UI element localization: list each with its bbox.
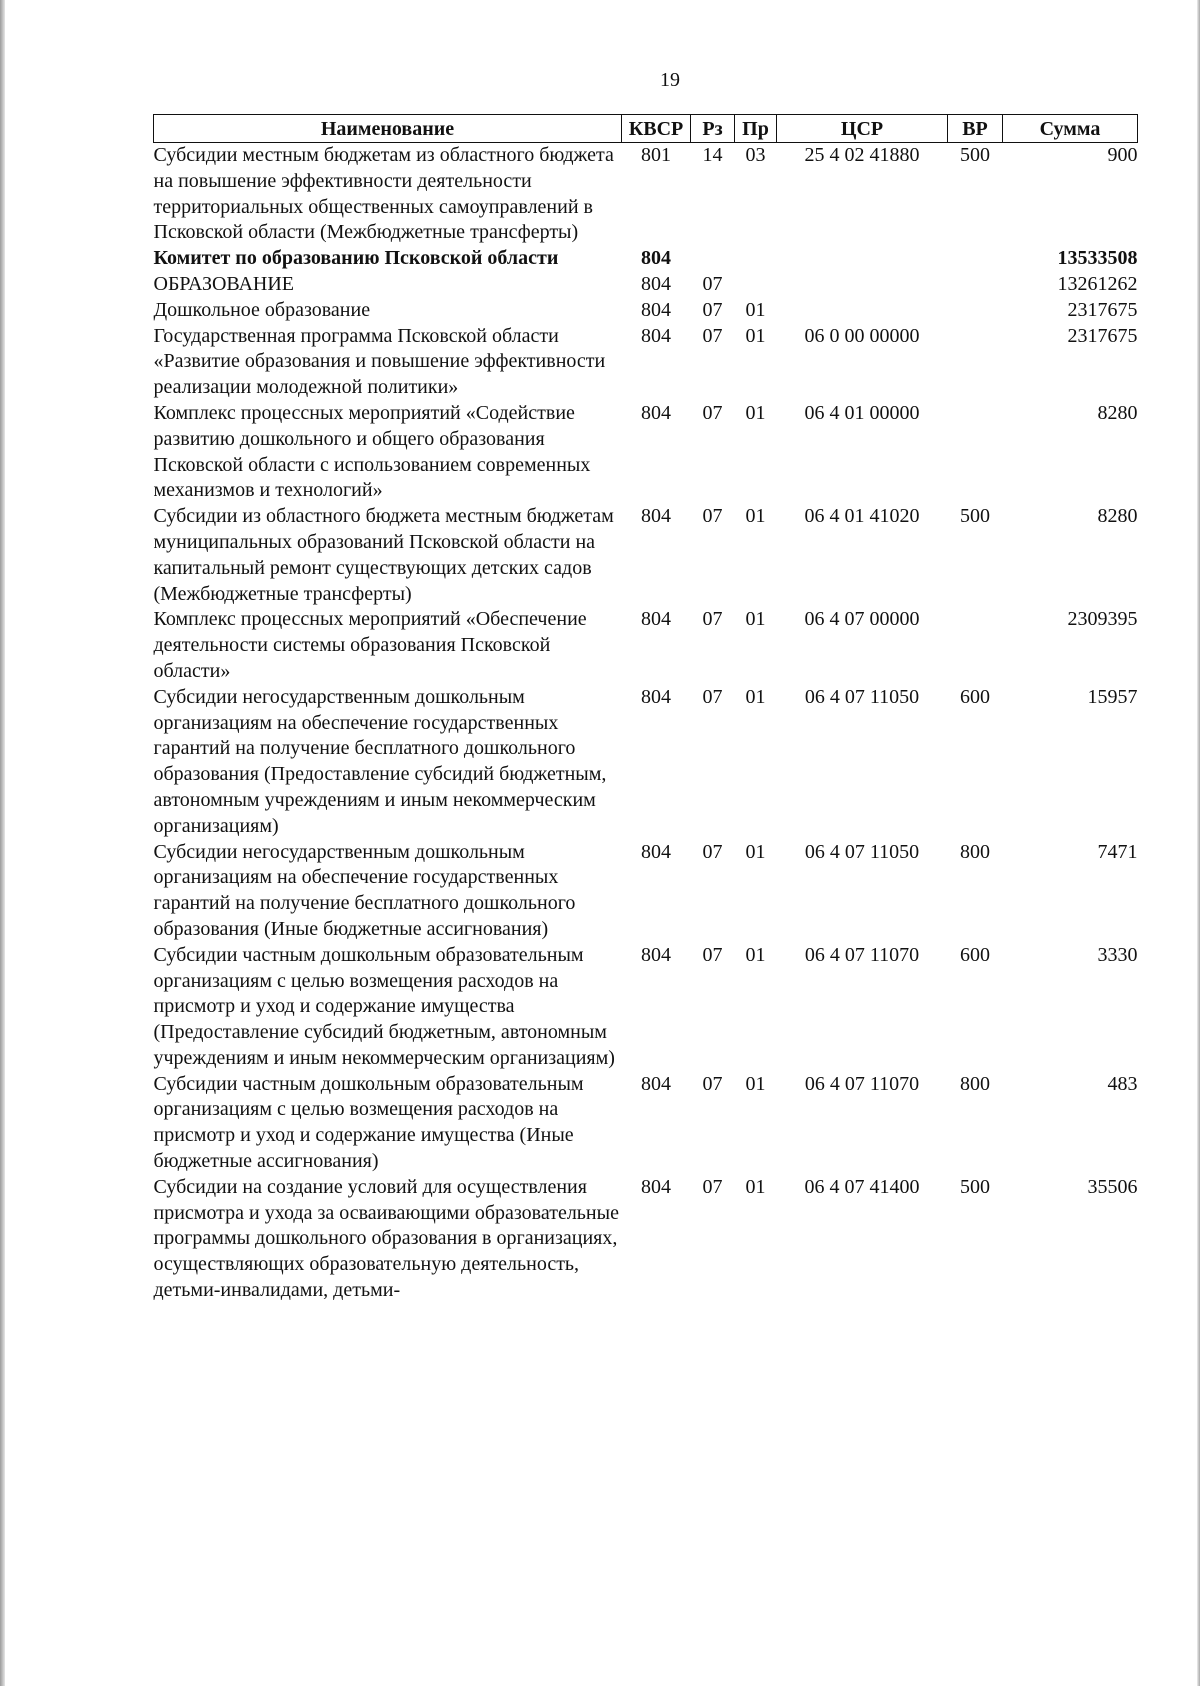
cell-vr (948, 401, 1003, 504)
cell-kvsr: 804 (641, 685, 671, 708)
table-row (154, 246, 1138, 272)
cell-kvsr: 804 (641, 1175, 671, 1198)
cell-kvsr: 801 (641, 144, 671, 166)
header-name: Наименование (154, 115, 622, 143)
table-row (154, 272, 1138, 298)
cell-pr: 01 (745, 685, 766, 708)
cell-name: Комплекс процессных мероприятий «Обеспечение деятельности системы образования Псковской области» (153, 608, 587, 682)
cell-pr (735, 246, 777, 272)
cell-kvsr: 804 (641, 401, 671, 424)
cell-name: Субсидии местным бюджетам из областного бюджета на повышение эффективности деятельности территориальных общественных самоуправлений в Псковской области (Межбюджетные трансферты) (153, 144, 614, 244)
cell-pr: 01 (745, 1072, 766, 1095)
cell-pr (735, 272, 777, 298)
table-row (154, 143, 1138, 247)
cell-sum: 8280 (1097, 401, 1138, 424)
table-body (154, 143, 1138, 1304)
cell-sum: 483 (1107, 1072, 1138, 1095)
cell-sum: 7471 (1097, 840, 1138, 863)
cell-name: Субсидии негосударственным дошкольным организациям на обеспечение государственных гарантий на получение бесплатного дошкольного образования (Предоставление субсидий бюджетным, автономным учреждениям и иным некоммерческим организациям) (153, 685, 607, 837)
cell-csr: 06 0 00 00000 (804, 324, 920, 347)
budget-table (153, 114, 1138, 1304)
cell-name: Субсидии частным дошкольным образовательным организациям с целью возмещения расходов на присмотр и уход и содержание имущества (Предоставление субсидий бюджетным, автономным учреждениям и иным некоммерческим организациям) (153, 943, 615, 1069)
cell-pr: 01 (745, 1175, 766, 1198)
table-row (154, 1072, 1138, 1175)
header-csr: ЦСР (777, 115, 948, 143)
cell-sum: 2309395 (1067, 608, 1138, 631)
cell-rz: 07 (702, 685, 723, 708)
cell-vr (948, 246, 1003, 272)
cell-name: Субсидии на создание условий для осуществления присмотра и ухода за осваивающими образовательные программы дошкольного образования в организациях, осуществляющих образовательную деятельность, детьми-инвалидами, детьми- (153, 1175, 619, 1302)
cell-sum: 2317675 (1067, 298, 1138, 321)
cell-vr (948, 298, 1003, 324)
cell-csr (777, 272, 948, 298)
cell-pr: 01 (745, 505, 766, 528)
cell-csr: 06 4 07 11070 (804, 1072, 920, 1095)
table-row (154, 607, 1138, 684)
cell-kvsr: 804 (641, 272, 671, 295)
cell-kvsr: 804 (641, 1072, 671, 1095)
cell-rz: 07 (702, 1072, 723, 1095)
header-sum: Сумма (1003, 115, 1138, 143)
cell-vr: 800 (960, 1072, 990, 1095)
cell-rz: 07 (702, 1175, 723, 1198)
cell-kvsr: 804 (641, 943, 671, 966)
cell-kvsr: 804 (641, 247, 671, 270)
header-kvsr: КВСР (622, 115, 691, 143)
cell-vr: 800 (960, 840, 990, 863)
cell-sum: 2317675 (1067, 324, 1138, 347)
cell-name: Дошкольное образование (153, 298, 371, 321)
cell-csr (777, 246, 948, 272)
cell-name: ОБРАЗОВАНИЕ (153, 272, 295, 295)
cell-vr: 500 (960, 1175, 990, 1198)
cell-csr: 06 4 07 11050 (804, 840, 920, 863)
cell-rz: 07 (702, 298, 723, 321)
cell-name: Комплекс процессных мероприятий «Содействие развитию дошкольного и общего образования Псковской области с использованием современных механизмов и технологий» (153, 401, 591, 502)
cell-rz: 07 (702, 324, 723, 347)
cell-csr: 06 4 01 41020 (804, 505, 920, 528)
table-row (154, 1175, 1138, 1304)
table-row (154, 324, 1138, 401)
cell-kvsr: 804 (641, 840, 671, 863)
cell-sum: 3330 (1097, 943, 1138, 966)
table-header-row (154, 115, 1138, 143)
cell-csr: 06 4 01 00000 (804, 401, 920, 424)
table-row (154, 840, 1138, 943)
cell-sum: 15957 (1087, 685, 1138, 708)
table-row (154, 401, 1138, 504)
cell-rz: 07 (702, 401, 723, 424)
table-row (154, 504, 1138, 607)
cell-rz (691, 246, 735, 272)
cell-kvsr: 804 (641, 298, 671, 321)
cell-name: Субсидии из областного бюджета местным бюджетам муниципальных образований Псковской области на капитальный ремонт существующих детских садов (Межбюджетные трансферты) (153, 505, 614, 605)
cell-sum: 35506 (1087, 1175, 1138, 1198)
cell-pr: 03 (745, 144, 766, 166)
cell-vr: 500 (960, 505, 990, 528)
cell-pr: 01 (745, 324, 766, 347)
table-row (154, 685, 1138, 840)
cell-rz: 07 (702, 943, 723, 966)
cell-csr: 06 4 07 00000 (804, 608, 920, 631)
page-number: 19 (660, 69, 680, 91)
cell-csr: 25 4 02 41880 (804, 144, 920, 166)
cell-name: Комитет по образованию Псковской области (153, 247, 559, 270)
cell-vr: 600 (960, 943, 990, 966)
cell-rz: 07 (702, 608, 723, 631)
cell-pr: 01 (745, 298, 766, 321)
cell-kvsr: 804 (641, 505, 671, 528)
cell-sum: 900 (1107, 144, 1138, 166)
cell-vr (948, 272, 1003, 298)
table-row (154, 298, 1138, 324)
cell-pr: 01 (745, 943, 766, 966)
cell-rz: 14 (702, 144, 723, 166)
cell-sum: 13261262 (1057, 272, 1138, 295)
table-row (154, 943, 1138, 1072)
cell-kvsr: 804 (641, 324, 671, 347)
cell-kvsr: 804 (641, 608, 671, 631)
cell-pr: 01 (745, 608, 766, 631)
scan-edge-left (0, 0, 5, 1686)
cell-rz: 07 (702, 840, 723, 863)
cell-name: Субсидии негосударственным дошкольным организациям на обеспечение государственных гарантий на получение бесплатного дошкольного образования (Иные бюджетные ассигнования) (153, 840, 576, 940)
cell-pr: 01 (745, 840, 766, 863)
header-pr: Пр (735, 115, 777, 143)
cell-csr: 06 4 07 11070 (804, 943, 920, 966)
cell-sum: 13533508 (1057, 247, 1138, 270)
header-vr: ВР (948, 115, 1003, 143)
cell-name: Субсидии частным дошкольным образовательным организациям с целью возмещения расходов на присмотр и уход и содержание имущества (Иные бюджетные ассигнования) (153, 1072, 584, 1173)
cell-vr (948, 324, 1003, 401)
cell-name: Государственная программа Псковской области «Развитие образования и повышение эффективности реализации молодежной политики» (153, 324, 606, 399)
header-rz: Рз (691, 115, 735, 143)
cell-vr: 600 (960, 685, 990, 708)
cell-rz: 07 (702, 505, 723, 528)
cell-vr: 500 (960, 144, 990, 166)
cell-sum: 8280 (1097, 505, 1138, 528)
cell-csr: 06 4 07 41400 (804, 1175, 920, 1198)
cell-pr: 01 (745, 401, 766, 424)
cell-csr: 06 4 07 11050 (804, 685, 920, 708)
cell-rz: 07 (702, 272, 723, 295)
cell-csr (777, 298, 948, 324)
cell-vr (948, 607, 1003, 684)
